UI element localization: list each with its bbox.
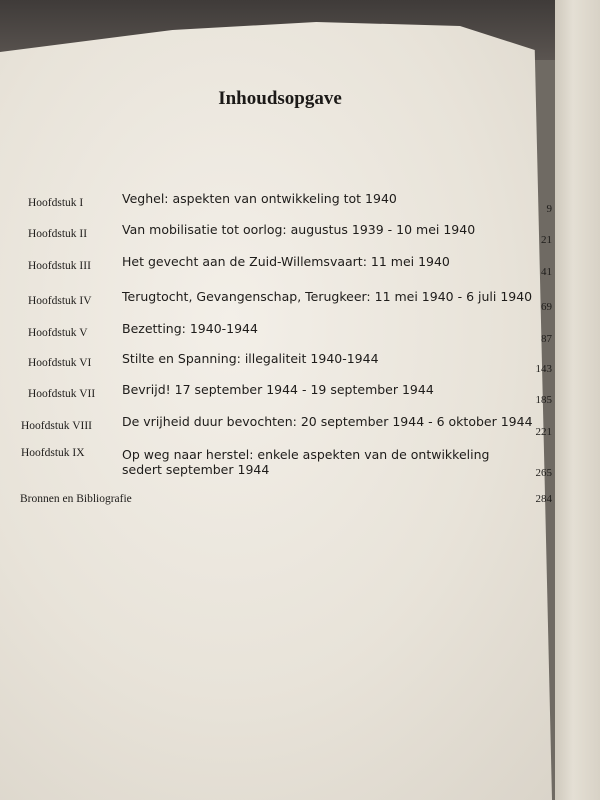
chapter-label: Hoofdstuk V [28,327,88,339]
chapter-title: Op weg naar herstel: enkele aspekten van de ontwikkeling sedert september 1944 [122,447,490,477]
page-number: 284 [535,493,552,505]
chapter-title: Bezetting: 1940-1944 [122,321,258,336]
page-number: 21 [541,234,552,246]
page-number: 221 [535,426,552,438]
bibliography-label: Bronnen en Bibliografie [20,493,132,505]
chapter-title: De vrijheid duur bevochten: 20 september 1944 - 6 oktober 1944 [122,414,533,429]
chapter-title: Van mobilisatie tot oorlog: augustus 1939 - 10 mei 1940 [122,222,476,237]
chapter-label: Hoofdstuk II [28,228,88,240]
page-number: 69 [541,301,552,313]
page-number: 143 [535,363,552,375]
chapter-title: Stilte en Spanning: illegaliteit 1940-1944 [122,351,379,366]
chapter-label: Hoofdstuk III [28,260,91,272]
chapter-label: Hoofdstuk I [28,197,84,209]
chapter-label: Hoofdstuk IV [28,295,92,307]
chapter-label: Hoofdstuk VIII [21,420,93,432]
page-number: 87 [541,333,552,345]
chapter-title: Veghel: aspekten van ontwikkeling tot 1940 [122,191,397,206]
chapter-label: Hoofdstuk IX [21,447,85,459]
chapter-label: Hoofdstuk VI [28,357,92,369]
page-number: 41 [541,266,552,278]
chapter-title: Bevrijd! 17 september 1944 - 19 september 1944 [122,382,434,397]
page-title: Inhoudsopgave [218,88,342,109]
page-number: 185 [535,394,552,406]
chapter-label: Hoofdstuk VII [28,388,96,400]
page-number: 9 [546,203,552,215]
chapter-title: Het gevecht aan de Zuid-Willemsvaart: 11 mei 1940 [122,254,450,269]
page-number: 265 [535,467,552,479]
chapter-title: Terugtocht, Gevangenschap, Terugkeer: 11 mei 1940 - 6 juli 1940 [122,289,533,304]
